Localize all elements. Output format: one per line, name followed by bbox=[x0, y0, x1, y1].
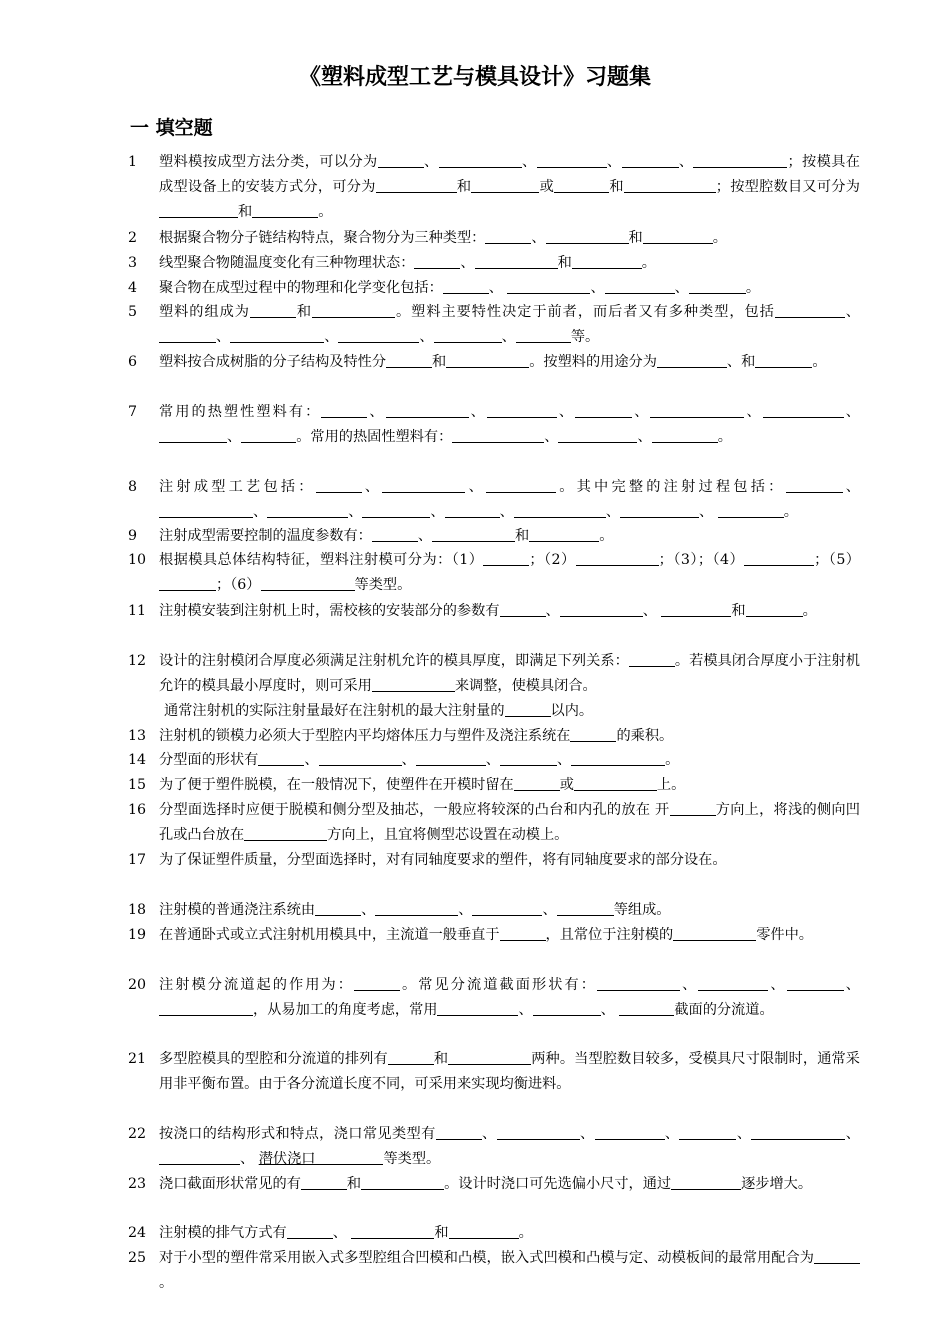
answer-blank[interactable] bbox=[386, 352, 432, 368]
answer-blank[interactable] bbox=[643, 228, 713, 244]
answer-blank[interactable] bbox=[475, 253, 558, 269]
answer-blank[interactable] bbox=[557, 900, 614, 916]
question-number: 22 bbox=[128, 1126, 147, 1142]
question-text: 注射模安装到注射机上时，需校核的安装部分的参数有 、 、 和 。 bbox=[159, 603, 817, 619]
question-18 bbox=[128, 898, 860, 923]
question-number: 6 bbox=[128, 354, 138, 370]
question-text: 根据聚合物分子链结构特点，聚合物分为三种类型： 、 和 。 bbox=[159, 230, 727, 246]
question-number: 18 bbox=[128, 902, 147, 918]
answer-blank[interactable] bbox=[362, 502, 430, 518]
answer-blank[interactable] bbox=[514, 775, 560, 791]
question-text: 塑料模按成型方法分类，可以分为 、 、 、 、 ；按模具在成型设备上的安装方式分，可分为 和 或 和 ；按型腔数目又可分为和 。 bbox=[159, 154, 860, 220]
question-text: 多型腔模具的型腔和分流道的排列有 和 两种。当型腔数目较多，受模具尺寸限制时，通常采用非平衡布置。由于各分流道长度不同，可采用来实现均衡进料。 bbox=[159, 1051, 860, 1092]
question-text-main: 设计的注射模闭合厚度必须满足注射机允许的模具厚度，即满足下列关系： 。若模具闭合厚度小于注射机允许的模具最小厚度时，则可采用 来调整，使模具闭合。 bbox=[159, 653, 860, 694]
answer-blank[interactable] bbox=[507, 278, 590, 294]
question-14 bbox=[128, 748, 860, 773]
question-6 bbox=[128, 350, 860, 375]
question-text bbox=[159, 649, 860, 724]
question-number: 12 bbox=[128, 653, 147, 669]
answer-blank[interactable] bbox=[673, 925, 756, 941]
answer-blank[interactable] bbox=[497, 1124, 580, 1140]
question-number: 19 bbox=[128, 927, 147, 943]
question-number: 21 bbox=[128, 1051, 147, 1067]
answer-blank[interactable] bbox=[372, 526, 418, 542]
answer-blank[interactable] bbox=[514, 502, 606, 518]
question-8 bbox=[128, 475, 860, 525]
answer-blank[interactable] bbox=[763, 402, 844, 418]
question-5 bbox=[128, 300, 860, 350]
answer-blank[interactable] bbox=[351, 1223, 434, 1239]
answer-blank[interactable] bbox=[516, 327, 571, 343]
answer-blank[interactable] bbox=[372, 676, 455, 692]
answer-blank[interactable] bbox=[671, 1174, 741, 1190]
question-text: 注射模的普通浇注系统由 、 、 、 等组成。 bbox=[159, 902, 671, 918]
question-22 bbox=[128, 1122, 860, 1172]
question-text: 线型聚合物随温度变化有三种物理状态： 、 和 。 bbox=[159, 255, 656, 271]
answer-blank[interactable] bbox=[775, 302, 845, 318]
question-text: 常用的热塑性塑料有： 、 、 、 、 、 、、 。常用的热固性塑料有： 、 、 。 bbox=[159, 404, 860, 445]
question-3 bbox=[128, 251, 860, 276]
answer-blank[interactable] bbox=[316, 477, 362, 493]
question-text: 分型面选择时应便于脱模和侧分型及抽芯，一般应将较深的凸台和内孔的放在 开 方向上，将浅的侧向凹孔或凸台放在 方向上，且宜将侧型芯设置在动模上。 bbox=[159, 802, 860, 843]
answer-blank[interactable] bbox=[437, 1000, 518, 1016]
answer-blank[interactable] bbox=[446, 352, 529, 368]
answer-blank[interactable] bbox=[744, 550, 814, 566]
answer-blank[interactable] bbox=[572, 253, 642, 269]
question-2 bbox=[128, 226, 860, 251]
answer-blank[interactable] bbox=[570, 726, 616, 742]
answer-blank[interactable] bbox=[382, 477, 465, 493]
answer-blank[interactable] bbox=[554, 177, 609, 193]
question-text: 按浇口的结构形式和特点，浇口常见类型有 、 、 、 、 、、 潜伏浇口 等类型。 bbox=[159, 1126, 860, 1167]
question-text: 分型面的形状有 、 、 、 、 。 bbox=[159, 752, 680, 768]
answer-blank[interactable] bbox=[436, 1124, 482, 1140]
section-heading: 一 填空题 bbox=[130, 117, 213, 139]
question-text: 为了保证塑件质量，分型面选择时，对有同轴度要求的塑件，将有同轴度要求的部分设在。 bbox=[159, 852, 727, 868]
question-text: 注射模的排气方式有 、 和 。 bbox=[159, 1225, 533, 1241]
question-number: 23 bbox=[128, 1176, 147, 1192]
answer-blank[interactable] bbox=[386, 402, 469, 418]
answer-blank[interactable] bbox=[159, 575, 216, 591]
question-text: 注射成型需要控制的温度参数有： 、 和 。 bbox=[159, 528, 614, 544]
question-number: 17 bbox=[128, 852, 147, 868]
answer-blank[interactable] bbox=[698, 975, 768, 991]
question-7 bbox=[128, 400, 860, 450]
answer-blank[interactable] bbox=[159, 1149, 240, 1165]
question-15 bbox=[128, 773, 860, 798]
answer-blank[interactable] bbox=[657, 352, 727, 368]
question-25 bbox=[128, 1246, 860, 1296]
answer-blank[interactable] bbox=[267, 502, 348, 518]
answer-blank[interactable] bbox=[375, 900, 458, 916]
answer-blank[interactable] bbox=[622, 152, 679, 168]
question-text: 注射成型工艺包括： 、 、 。其中完整的注射过程包括： 、、 、 、 、 、 、 。 bbox=[159, 479, 860, 520]
question-number: 25 bbox=[128, 1250, 147, 1266]
question-text: 注射机的锁模力必须大于型腔内平均熔体压力与塑件及浇注系统在 的乘积。 bbox=[159, 728, 674, 744]
question-12-extra: 通常注射机的实际注射量最好在注射机的最大注射量的 以内。 bbox=[164, 703, 594, 719]
question-4 bbox=[128, 276, 860, 301]
question-number: 9 bbox=[128, 528, 138, 544]
answer-blank[interactable] bbox=[500, 601, 546, 617]
question-21 bbox=[128, 1047, 860, 1097]
answer-blank[interactable] bbox=[693, 152, 787, 168]
answer-blank[interactable] bbox=[354, 975, 400, 991]
question-1 bbox=[128, 150, 860, 225]
question-number: 11 bbox=[128, 603, 147, 619]
answer-blank[interactable] bbox=[250, 302, 296, 318]
question-number: 15 bbox=[128, 777, 147, 793]
answer-blank[interactable] bbox=[755, 352, 812, 368]
question-9 bbox=[128, 524, 860, 549]
question-19 bbox=[128, 923, 860, 948]
question-text: 在普通卧式或立式注射机用模具中，主流道一般垂直于 ，且常位于注射模的 零件中。 bbox=[159, 927, 813, 943]
answer-blank[interactable] bbox=[689, 278, 746, 294]
answer-blank[interactable] bbox=[301, 1174, 347, 1190]
answer-blank[interactable] bbox=[376, 177, 457, 193]
question-24 bbox=[128, 1221, 860, 1246]
question-text: 根据模具总体结构特征，塑料注射模可分为：（1） ；（2） ；（3）；（4） ；（5）；（6） 等类型。 bbox=[159, 552, 860, 593]
answer-blank[interactable] bbox=[452, 427, 544, 443]
answer-blank[interactable] bbox=[414, 253, 460, 269]
answer-blank[interactable] bbox=[679, 1124, 736, 1140]
question-number: 4 bbox=[128, 280, 138, 296]
answer-blank[interactable] bbox=[361, 1174, 444, 1190]
question-13 bbox=[128, 724, 860, 749]
question-12 bbox=[128, 649, 860, 724]
question-text: 塑料的组成为 和 。塑料主要特性决定于前者，而后者又有多种类型，包括 、 、 、 、 、 等。 bbox=[159, 304, 860, 345]
answer-blank[interactable] bbox=[487, 402, 557, 418]
answer-blank[interactable] bbox=[486, 477, 556, 493]
answer-blank[interactable] bbox=[287, 1223, 333, 1239]
answer-blank[interactable] bbox=[321, 402, 367, 418]
answer-blank[interactable] bbox=[445, 502, 500, 518]
answer-blank[interactable] bbox=[378, 152, 424, 168]
answer-blank[interactable] bbox=[485, 228, 531, 244]
question-number: 8 bbox=[128, 479, 138, 495]
question-number: 1 bbox=[128, 154, 138, 170]
answer-blank[interactable] bbox=[751, 1124, 845, 1140]
answer-blank[interactable] bbox=[529, 526, 599, 542]
answer-blank[interactable] bbox=[558, 427, 637, 443]
answer-blank[interactable] bbox=[624, 177, 716, 193]
answer-blank[interactable] bbox=[241, 427, 296, 443]
question-number: 2 bbox=[128, 230, 138, 246]
question-text: 塑料按合成树脂的分子结构及特性分 和 。按塑料的用途分为 、和 。 bbox=[159, 354, 827, 370]
answer-blank[interactable] bbox=[576, 550, 659, 566]
question-number: 5 bbox=[128, 304, 138, 320]
question-11 bbox=[128, 599, 860, 624]
answer-blank[interactable] bbox=[388, 1049, 434, 1065]
question-number: 16 bbox=[128, 802, 147, 818]
question-number: 3 bbox=[128, 255, 138, 271]
answer-blank[interactable] bbox=[261, 575, 355, 591]
answer-blank[interactable] bbox=[605, 278, 675, 294]
answer-blank[interactable] bbox=[595, 1124, 665, 1140]
question-17 bbox=[128, 848, 860, 873]
answer-blank[interactable] bbox=[159, 427, 227, 443]
answer-blank[interactable] bbox=[661, 601, 731, 617]
question-number: 20 bbox=[128, 977, 147, 993]
answer-blank[interactable] bbox=[439, 152, 522, 168]
answer-blank[interactable] bbox=[319, 750, 402, 766]
page-title: 《塑料成型工艺与模具设计》习题集 bbox=[298, 65, 651, 90]
answer-blank[interactable] bbox=[258, 750, 304, 766]
answer-blank[interactable] bbox=[560, 601, 643, 617]
answer-blank[interactable] bbox=[472, 900, 542, 916]
answer-blank[interactable] bbox=[252, 202, 318, 218]
answer-blank[interactable] bbox=[416, 750, 486, 766]
question-number: 14 bbox=[128, 752, 147, 768]
answer-blank[interactable] bbox=[230, 327, 324, 343]
answer-blank[interactable] bbox=[629, 651, 675, 667]
answer-blank[interactable] bbox=[620, 502, 699, 518]
answer-blank[interactable] bbox=[670, 800, 716, 816]
answer-blank[interactable] bbox=[448, 1049, 531, 1065]
answer-blank[interactable] bbox=[500, 925, 546, 941]
answer-blank[interactable] bbox=[159, 502, 253, 518]
question-text: 为了便于塑件脱模，在一般情况下，使塑件在开模时留在 或 上。 bbox=[159, 777, 686, 793]
question-10 bbox=[128, 548, 860, 598]
answer-blank[interactable] bbox=[449, 1223, 519, 1239]
answer-blank[interactable] bbox=[338, 327, 419, 343]
answer-blank[interactable] bbox=[786, 477, 843, 493]
question-number: 10 bbox=[128, 552, 147, 568]
question-23 bbox=[128, 1172, 860, 1197]
answer-blank[interactable] bbox=[483, 550, 529, 566]
answer-blank[interactable] bbox=[159, 202, 238, 218]
question-number: 7 bbox=[128, 404, 138, 420]
answer-blank[interactable] bbox=[814, 1248, 860, 1264]
question-text: 浇口截面形状常见的有 和 。设计时浇口可先选偏小尺寸，通过 逐步增大。 bbox=[159, 1176, 813, 1192]
answer-blank[interactable] bbox=[533, 1000, 601, 1016]
answer-blank[interactable] bbox=[315, 1149, 383, 1165]
question-16 bbox=[128, 798, 860, 848]
answer-blank[interactable] bbox=[746, 601, 803, 617]
answer-blank[interactable] bbox=[652, 427, 718, 443]
answer-blank[interactable] bbox=[505, 701, 551, 717]
answer-blank[interactable] bbox=[315, 900, 361, 916]
answer-blank[interactable] bbox=[159, 1000, 253, 1016]
answer-blank[interactable] bbox=[718, 502, 784, 518]
answer-blank[interactable] bbox=[571, 750, 665, 766]
question-number: 13 bbox=[128, 728, 147, 744]
answer-blank[interactable] bbox=[650, 402, 744, 418]
answer-blank[interactable] bbox=[159, 327, 216, 343]
answer-blank[interactable] bbox=[597, 975, 680, 991]
answer-blank[interactable] bbox=[787, 975, 844, 991]
answer-blank[interactable] bbox=[312, 302, 395, 318]
answer-blank[interactable] bbox=[537, 152, 607, 168]
answer-blank[interactable] bbox=[432, 526, 515, 542]
answer-blank[interactable] bbox=[244, 825, 327, 841]
answer-blank[interactable] bbox=[500, 750, 557, 766]
answer-blank[interactable] bbox=[443, 278, 489, 294]
answer-blank[interactable] bbox=[471, 177, 539, 193]
answer-blank[interactable] bbox=[575, 402, 632, 418]
question-text: 注射模分流道起的作用为： 。常见分流道截面形状有： 、 、 、，从易加工的角度考虑，常用 、 、 截面的分流道。 bbox=[159, 977, 860, 1018]
answer-blank[interactable] bbox=[619, 1000, 674, 1016]
question-text: 聚合物在成型过程中的物理和化学变化包括： 、 、 、 。 bbox=[159, 280, 761, 296]
answer-blank[interactable] bbox=[546, 228, 629, 244]
question-number: 24 bbox=[128, 1225, 147, 1241]
underlined-answer: 潜伏浇口 bbox=[258, 1151, 316, 1167]
answer-blank[interactable] bbox=[574, 775, 657, 791]
answer-blank[interactable] bbox=[434, 327, 502, 343]
question-20 bbox=[128, 973, 860, 1023]
question-text: 对于小型的塑件常采用嵌入式多型腔组合凹模和凸模，嵌入式凹模和凸模与定、动模板间的最常用配合为。 bbox=[159, 1246, 860, 1296]
